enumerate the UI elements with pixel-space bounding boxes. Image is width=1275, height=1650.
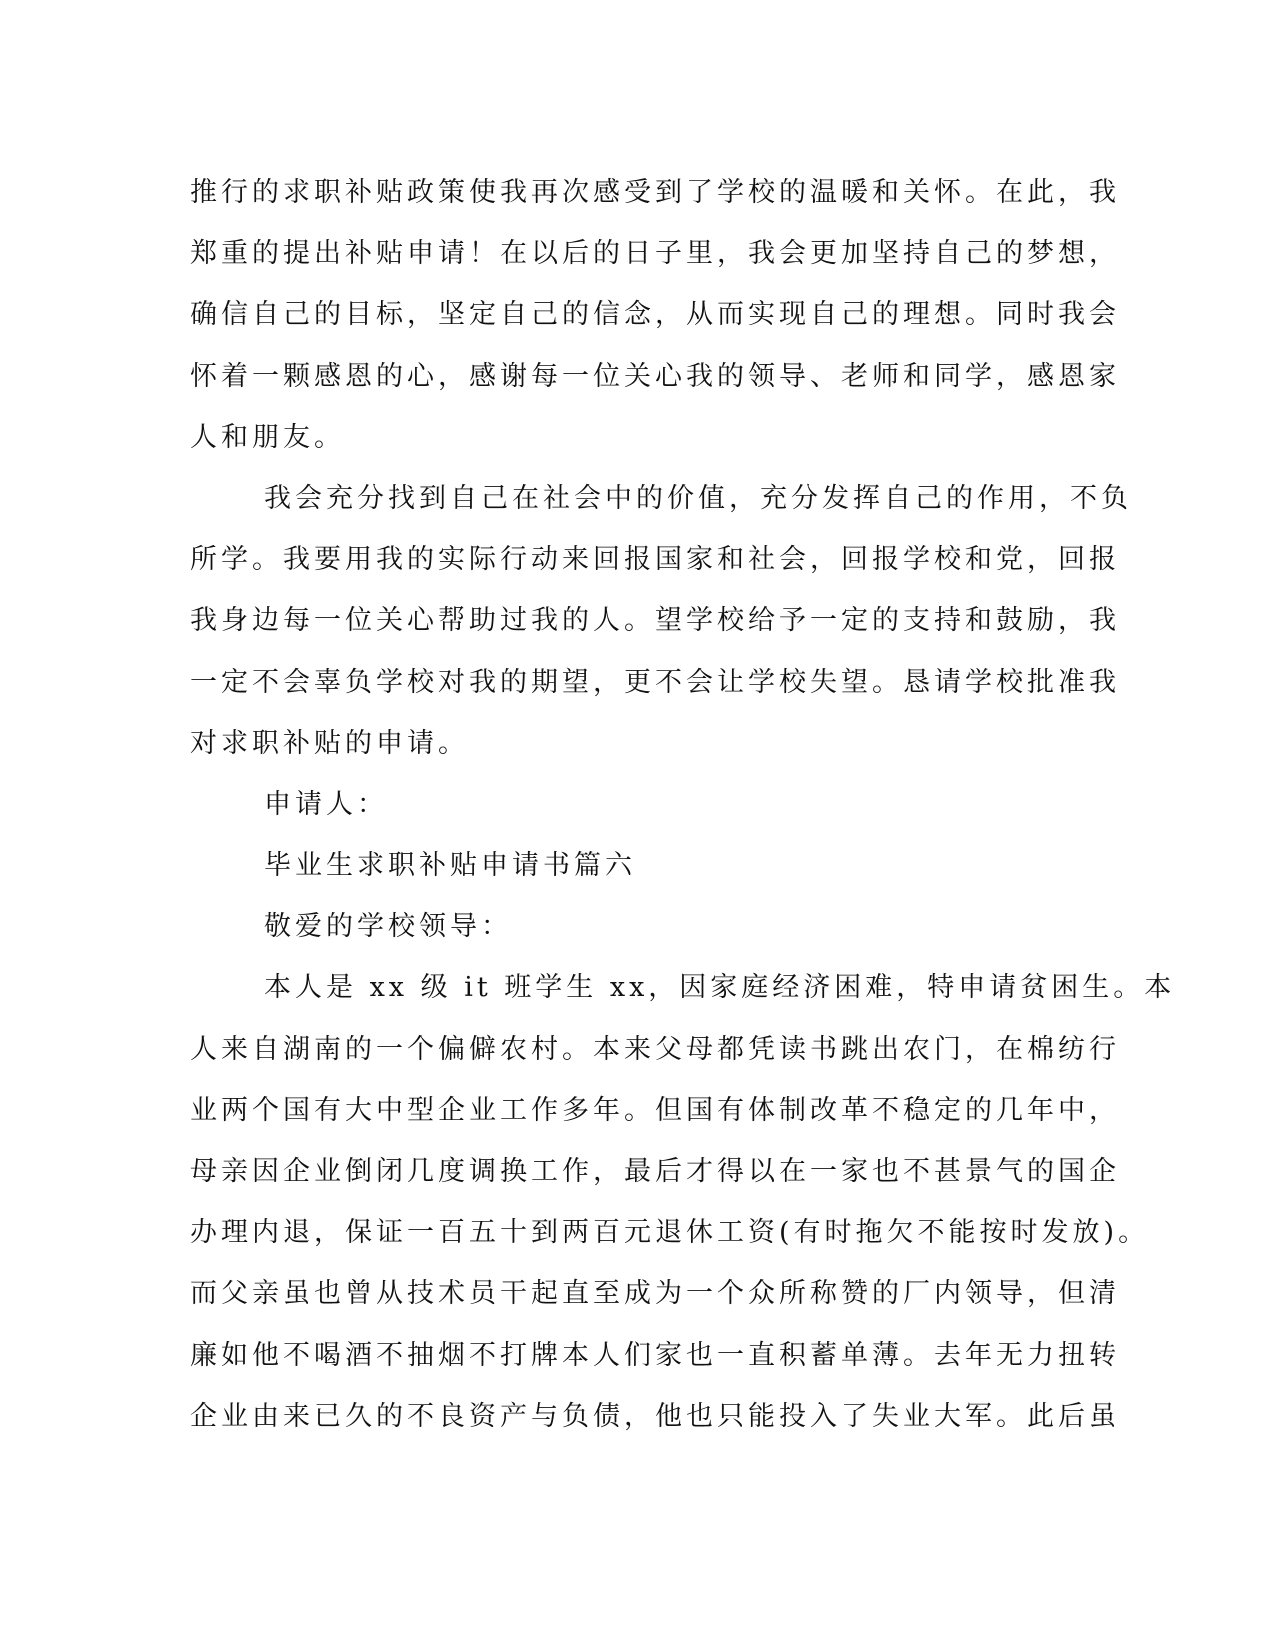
text-line: 人和朋友。 [190,421,345,453]
text-line: 推行的求职补贴政策使我再次感受到了学校的温暖和关怀。在此，我 [190,177,1120,208]
text-line: 办理内退，保证一百五十到两百元退休工资(有时拖欠不能按时发放)。 [190,1217,1150,1249]
text-line: 确信自己的目标，坚定自己的信念，从而实现自己的理想。同时我会 [190,299,1120,331]
applicant-signature-label: 申请人： [264,788,388,820]
text-line: 郑重的提出补贴申请！在以后的日子里，我会更加坚持自己的梦想， [190,238,1120,270]
text-line: 企业由来已久的不良资产与负债，他也只能投入了失业大军。此后虽 [190,1400,1120,1432]
salutation: 敬爱的学校领导： [264,911,512,943]
paragraph-start-line: 本人是 xx 级 it 班学生 xx，因家庭经济困难，特申请贫困生。本 [264,972,1176,1004]
text-line: 母亲因企业倒闭几度调换工作，最后才得以在一家也不甚景气的国企 [190,1156,1120,1187]
section-title: 毕业生求职补贴申请书篇六 [264,850,636,882]
text-line: 而父亲虽也曾从技术员干起直至成为一个众所称赞的厂内领导，但清 [190,1278,1120,1310]
text-line: 廉如他不喝酒不抽烟不打牌本人们家也一直积蓄单薄。去年无力扭转 [190,1339,1120,1371]
text-line: 业两个国有大中型企业工作多年。但国有体制改革不稳定的几年中， [190,1094,1120,1126]
text-line: 怀着一颗感恩的心，感谢每一位关心我的领导、老师和同学，感恩家 [190,360,1120,392]
document-body [190,162,1176,1447]
paragraph-start-line: 我会充分找到自己在社会中的价值，充分发挥自己的作用，不负 [264,482,1132,514]
text-line: 人来自湖南的一个偏僻农村。本来父母都凭读书跳出农门，在棉纺行 [190,1033,1120,1065]
text-line: 对求职补贴的申请。 [190,727,469,759]
text-line: 我身边每一位关心帮助过我的人。望学校给予一定的支持和鼓励，我 [190,605,1120,637]
text-line: 所学。我要用我的实际行动来回报国家和社会，回报学校和党，回报 [190,544,1120,576]
text-line: 一定不会辜负学校对我的期望，更不会让学校失望。恳请学校批准我 [190,666,1120,698]
